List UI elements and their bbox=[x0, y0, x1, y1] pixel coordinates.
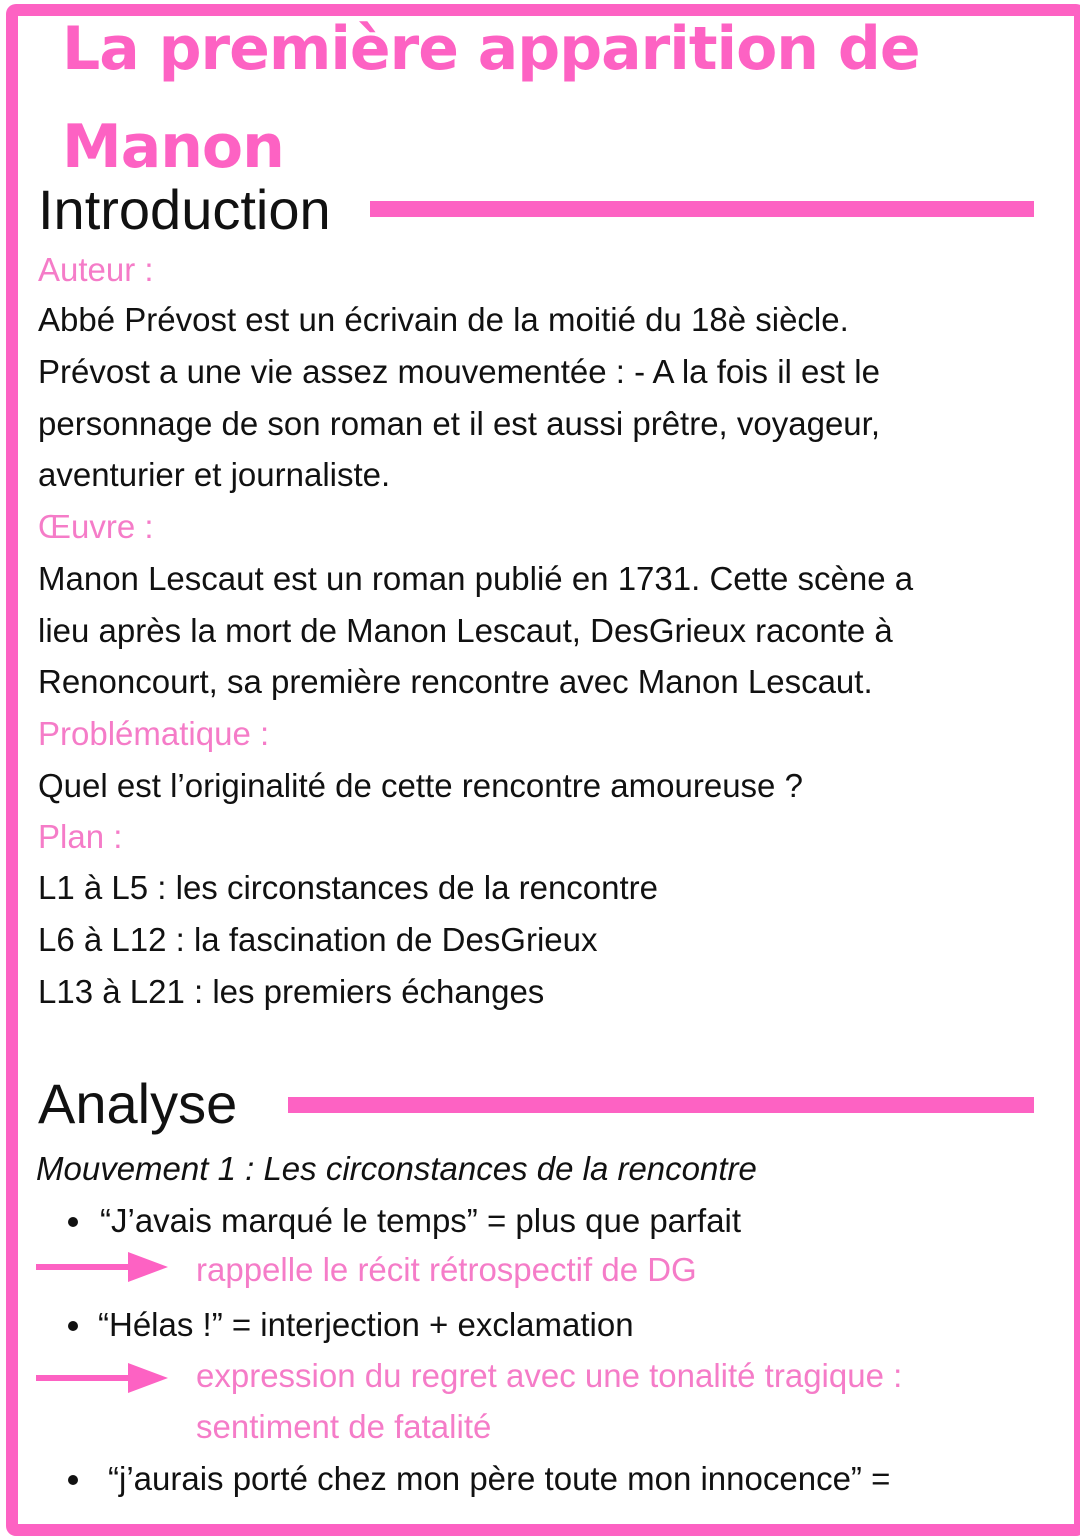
bullet-text: “J’avais marqué le temps” = plus que parfait bbox=[100, 1202, 742, 1239]
title-line-1: La première apparition de bbox=[62, 14, 920, 84]
bullet-icon bbox=[68, 1217, 78, 1227]
arrow-text: expression du regret avec une tonalité tragique : bbox=[196, 1357, 903, 1394]
bullet-icon bbox=[68, 1475, 78, 1485]
plan-label: Plan : bbox=[38, 818, 123, 855]
auteur-label: Auteur : bbox=[38, 251, 154, 288]
oeuvre-label: Œuvre : bbox=[38, 508, 154, 545]
plan-item: L6 à L12 : la fascination de DesGrieux bbox=[38, 921, 598, 958]
arrow-right-icon bbox=[36, 1363, 168, 1393]
arrow-text: sentiment de fatalité bbox=[196, 1408, 492, 1445]
auteur-text: personnage de son roman et il est aussi prêtre, voyageur, bbox=[38, 405, 880, 442]
plan-item: L1 à L5 : les circonstances de la rencontre bbox=[38, 869, 659, 906]
arrow-text: rappelle le récit rétrospectif de DG bbox=[196, 1251, 697, 1288]
problematique-text: Quel est l’originalité de cette rencontre amoureuse ? bbox=[38, 767, 803, 804]
heading-rule bbox=[370, 201, 1034, 217]
plan-item: L13 à L21 : les premiers échanges bbox=[38, 973, 545, 1010]
auteur-text: Prévost a une vie assez mouvementée : - A la fois il est le bbox=[38, 353, 880, 390]
arrow-right-icon bbox=[36, 1252, 168, 1282]
oeuvre-text: Manon Lescaut est un roman publié en 1731. Cette scène a bbox=[38, 560, 914, 597]
bullet-text: “Hélas !” = interjection + exclamation bbox=[98, 1306, 634, 1343]
problematique-label: Problématique : bbox=[38, 715, 270, 752]
analyse-heading: Analyse bbox=[38, 1072, 238, 1135]
bullet-text: “j’aurais porté chez mon père toute mon innocence” = bbox=[108, 1460, 891, 1497]
introduction-heading: Introduction bbox=[38, 178, 331, 241]
bullet-icon bbox=[68, 1321, 78, 1331]
oeuvre-text: lieu après la mort de Manon Lescaut, DesGrieux raconte à bbox=[38, 612, 893, 649]
auteur-text: Abbé Prévost est un écrivain de la moitié du 18è siècle. bbox=[38, 301, 849, 338]
auteur-text: aventurier et journaliste. bbox=[38, 456, 391, 493]
mouvement-heading: Mouvement 1 : Les circonstances de la rencontre bbox=[36, 1150, 757, 1187]
oeuvre-text: Renoncourt, sa première rencontre avec Manon Lescaut. bbox=[38, 663, 873, 700]
title-line-2: Manon bbox=[62, 112, 284, 182]
heading-rule bbox=[288, 1097, 1034, 1113]
